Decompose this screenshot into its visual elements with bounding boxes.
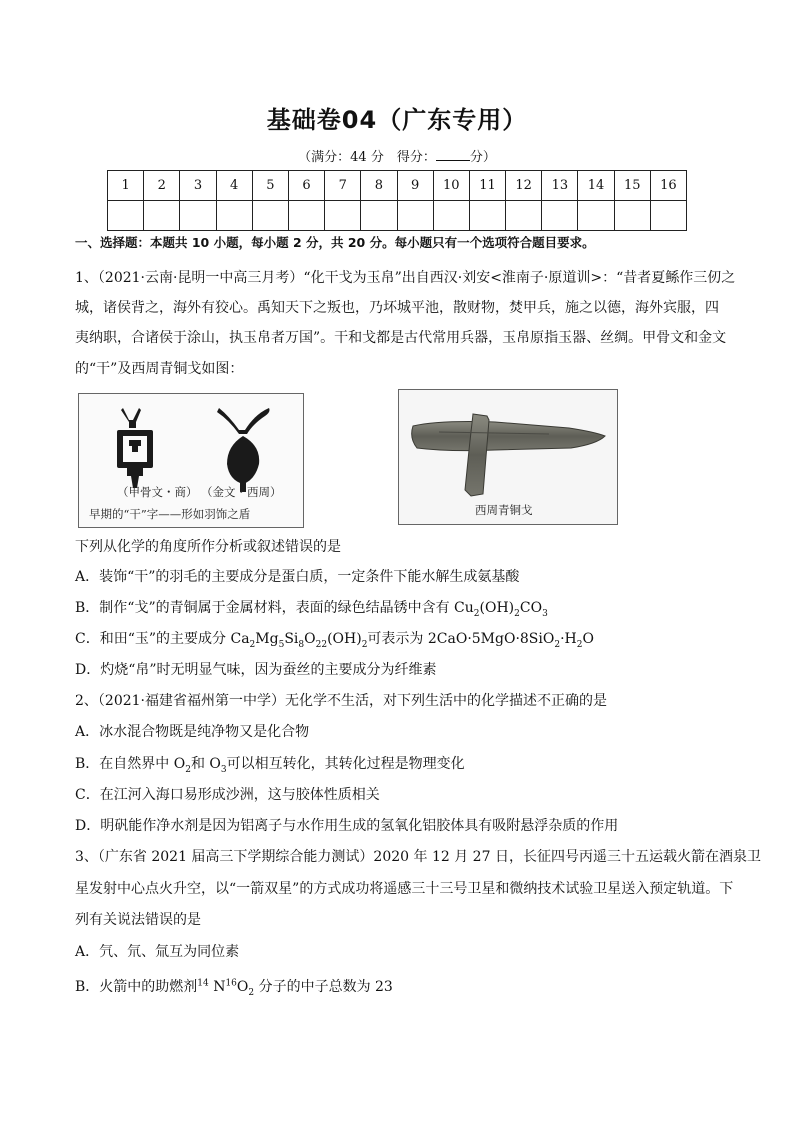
answer-blank-cell[interactable]: [433, 201, 469, 231]
q1-stem: 下列从化学的角度所作分析或叙述错误的是: [75, 539, 341, 555]
answer-number-cell: 1: [108, 171, 144, 201]
q2-option-c: C．在江河入海口易形成沙洲，这与胶体性质相关: [75, 787, 380, 803]
answer-number-cell: 8: [361, 171, 397, 201]
answer-number-row: [108, 171, 687, 201]
gan-characters-illustration: [79, 394, 303, 527]
answer-number-cell: 11: [469, 171, 505, 201]
q2-option-a: A．冰水混合物既是纯净物又是化合物: [75, 724, 310, 740]
answer-blank-cell[interactable]: [288, 201, 324, 231]
page-title: 基础卷04（广东专用）: [266, 106, 528, 134]
figure2-caption: 西周青铜戈: [475, 503, 533, 517]
q1-option-a: A．装饰“干”的羽毛的主要成分是蛋白质，一定条件下能水解生成氨基酸: [75, 569, 520, 585]
bronze-ge-illustration: [399, 390, 617, 524]
q2-option-b: B．在自然界中 $O_2$和 $O_3$可以相互转化，其转化过程是物理变化: [75, 756, 465, 775]
answer-number-cell: 16: [650, 171, 686, 201]
score-blank: [436, 148, 470, 161]
answer-blank-cell[interactable]: [542, 201, 578, 231]
score-suffix: 分）: [469, 150, 496, 165]
q3-line-3: 列有关说法错误的是: [75, 912, 201, 928]
oracle-bone-label: （甲骨文・商）: [117, 485, 198, 499]
score-prefix: （满分：44 分 得分：: [298, 150, 436, 165]
q2-option-d: D．明矾能作净水剂是因为铝离子与水作用生成的氢氧化铝胶体具有吸附悬浮杂质的作用: [75, 818, 619, 834]
q1-line-2: 城，诸侯背之，海外有狡心。禹知天下之叛也，乃坏城平池，散财物，焚甲兵，施之以德，海外宾服，四: [75, 300, 719, 316]
q1-line-4: 的“干”及西周青铜戈如图：: [75, 361, 244, 377]
oracle-bone-glyph: [117, 408, 153, 488]
answer-blank-cell[interactable]: [216, 201, 252, 231]
answer-number-cell: 10: [433, 171, 469, 201]
figure1-caption: 早期的“干”字——形如羽饰之盾: [89, 507, 251, 521]
q3-line-1: 3、（广东省 2021 届高三下学期综合能力测试）2020 年 12 月 27 日，长征四号丙遥三十五运载火箭在酒泉卫: [75, 849, 761, 865]
answer-number-cell: 6: [288, 171, 324, 201]
answer-number-cell: 9: [397, 171, 433, 201]
answer-blank-cell[interactable]: [650, 201, 686, 231]
q1-option-d: D．灼烧“帛”时无明显气味，因为蚕丝的主要成分为纤维素: [75, 662, 437, 678]
answer-blank-cell[interactable]: [325, 201, 361, 231]
answer-blank-cell[interactable]: [614, 201, 650, 231]
bronze-script-glyph: [217, 408, 270, 492]
figure-gan-characters: [78, 393, 304, 528]
q2-stem: 2、（2021·福建省福州第一中学）无化学不生活，对下列生活中的化学描述不正确的是: [75, 693, 607, 709]
answer-number-cell: 2: [144, 171, 180, 201]
q1-line-3: 夷纳职，合诸侯于涂山，执玉帛者万国”。干和戈都是古代常用兵器，玉帛原指玉器、丝绸。甲骨文和金文: [75, 330, 727, 346]
answer-number-cell: 7: [325, 171, 361, 201]
q3-option-a: A．氕、氘、氚互为同位素: [75, 944, 240, 960]
q3-line-2: 星发射中心点火升空，以“一箭双星”的方式成功将遥感三十三号卫星和微纳技术试验卫星送入预定轨道。下: [75, 881, 734, 897]
answer-number-cell: 3: [180, 171, 216, 201]
figure-bronze-ge: [398, 389, 618, 525]
answer-number-cell: 13: [542, 171, 578, 201]
q1-line-1: 1、（2021·云南·昆明一中高三月考）“化干戈为玉帛”出自西汉·刘安<淮南子·原道训>：“昔者夏鲧作三仞之: [75, 270, 736, 286]
section-header: 一、选择题：本题共 10 小题，每小题 2 分，共 20 分。每小题只有一个选项符合题目要求。: [75, 235, 595, 250]
answer-blank-cell[interactable]: [144, 201, 180, 231]
bronze-script-label: （金文・西周）: [201, 485, 282, 499]
answer-blank-cell[interactable]: [397, 201, 433, 231]
answer-blank-cell[interactable]: [361, 201, 397, 231]
answer-number-cell: 15: [614, 171, 650, 201]
answer-blank-cell[interactable]: [469, 201, 505, 231]
answer-table: [107, 170, 687, 231]
answer-number-cell: 14: [578, 171, 614, 201]
answer-number-cell: 4: [216, 171, 252, 201]
score-line: [0, 146, 794, 165]
q3-option-b: B．火箭中的助燃剂$^{14}$ $N^{16}O_2$ 分子的中子总数为 23: [75, 978, 393, 998]
answer-blank-cell[interactable]: [578, 201, 614, 231]
answer-blank-cell[interactable]: [180, 201, 216, 231]
answer-blank-cell[interactable]: [252, 201, 288, 231]
answer-number-cell: 12: [506, 171, 542, 201]
answer-blank-cell[interactable]: [506, 201, 542, 231]
q1-option-b: B．制作“戈”的青铜属于金属材料，表面的绿色结晶锈中含有 $Cu_2(OH)_2CO_3$: [75, 600, 548, 619]
answer-blank-cell[interactable]: [108, 201, 144, 231]
q1-option-c: C．和田“玉”的主要成分 $Ca_2Mg_5Si_8O_{22}(OH)_2$可表示为 $2CaO\cdot 5MgO\cdot 8SiO_2\cdot H_2O$: [75, 631, 594, 650]
answer-number-cell: 5: [252, 171, 288, 201]
answer-blank-row: [108, 201, 687, 231]
